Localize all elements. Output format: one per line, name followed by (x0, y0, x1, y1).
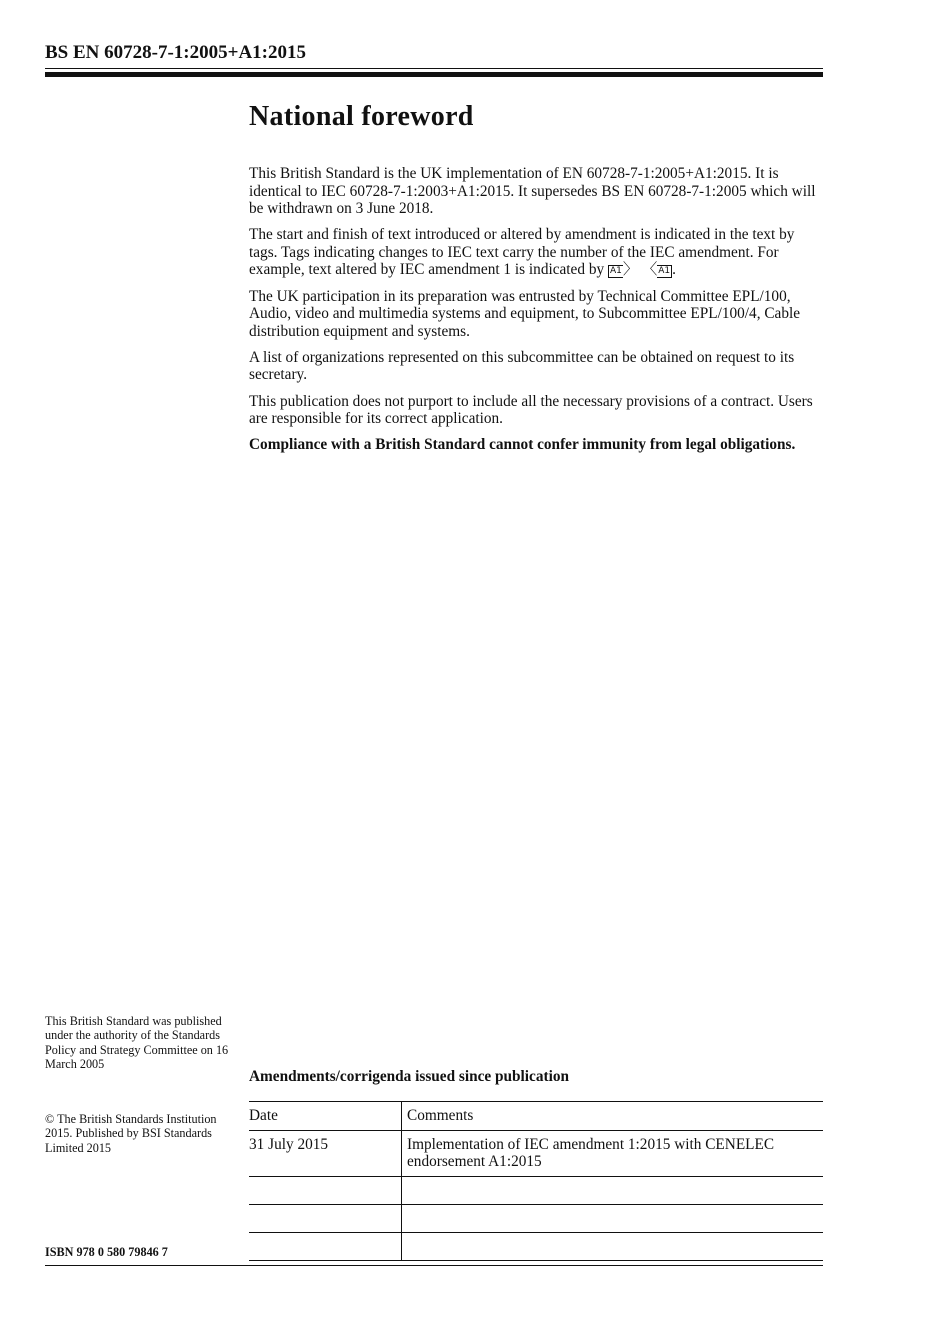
paragraph-organizations: A list of organizations represented on this subcommittee can be obtained on request to its secretary. (249, 348, 795, 384)
amendment-date (249, 1176, 402, 1204)
paragraph-provisions: This publication does not purport to include all the necessary provisions of a contract. Users are responsible for its correct application. (249, 392, 813, 428)
table-row (249, 1176, 823, 1204)
amendment-close-tag-icon: A1 (658, 266, 671, 277)
publication-note: This British Standard was published under the authority of the Standards Policy and Strategy Committee on 16 March 2005 (45, 1014, 229, 1072)
paragraph-compliance: Compliance with a British Standard cannot confer immunity from legal obligations. (249, 436, 796, 454)
amendment-tags-text: The start and finish of text introduced or altered by amendment is indicated in the text by tags. Tags indicating changes to IEC text carry the number of the IEC amendment. For example, text altered by IEC amendment 1 is indicated by (249, 226, 795, 279)
amendment-open-tag-icon: A1 (609, 266, 622, 277)
foreword-body (249, 165, 819, 462)
column-header-date: Date (249, 1102, 402, 1131)
header-rule-thick (45, 72, 823, 77)
isbn: ISBN 978 0 580 79846 7 (45, 1245, 168, 1259)
amendments-table (249, 1101, 823, 1261)
footer-rule (45, 1265, 823, 1266)
table-header-row (249, 1102, 823, 1131)
paragraph-amendment-tags: The start and finish of text introduced or altered by amendment is indicated in the text by tags. Tags indicating changes to IEC text carry the number of the IEC amendment. For example, text altered by IEC amendment 1 is indicated by A1〉 〈A1 . (249, 226, 795, 279)
table-row (249, 1130, 823, 1176)
amendments-heading: Amendments/corrigenda issued since publication (249, 1068, 569, 1085)
page-title: National foreword (249, 101, 474, 132)
amendment-comment (402, 1176, 824, 1204)
amendment-date: 31 July 2015 (249, 1130, 402, 1176)
paragraph-participation: The UK participation in its preparation was entrusted by Technical Committee EPL/100, Audio, video and multimedia systems and equipment, to Subcommittee EPL/100/4, Cable distribution equipment and systems. (249, 287, 801, 340)
amendment-date (249, 1204, 402, 1232)
header-rule-thin (45, 68, 823, 69)
amendment-tags-end: . (672, 261, 676, 279)
paragraph-implementation: This British Standard is the UK implementation of EN 60728-7-1:2005+A1:2015. It is identical to IEC 60728-7-1:2003+A1:2015. It supersedes BS EN 60728-7-1:2005 which will be withdrawn on 3 June 2018. (249, 165, 816, 218)
standard-id-header: BS EN 60728-7-1:2005+A1:2015 (45, 42, 306, 63)
amendment-date (249, 1232, 402, 1260)
column-header-comments: Comments (402, 1102, 824, 1131)
amendment-comment: Implementation of IEC amendment 1:2015 with CENELEC endorsement A1:2015 (402, 1130, 824, 1176)
amendment-comment (402, 1232, 824, 1260)
copyright-note: © The British Standards Institution 2015. Published by BSI Standards Limited 2015 (45, 1112, 217, 1155)
amendment-comment (402, 1204, 824, 1232)
table-row (249, 1204, 823, 1232)
table-row (249, 1232, 823, 1260)
